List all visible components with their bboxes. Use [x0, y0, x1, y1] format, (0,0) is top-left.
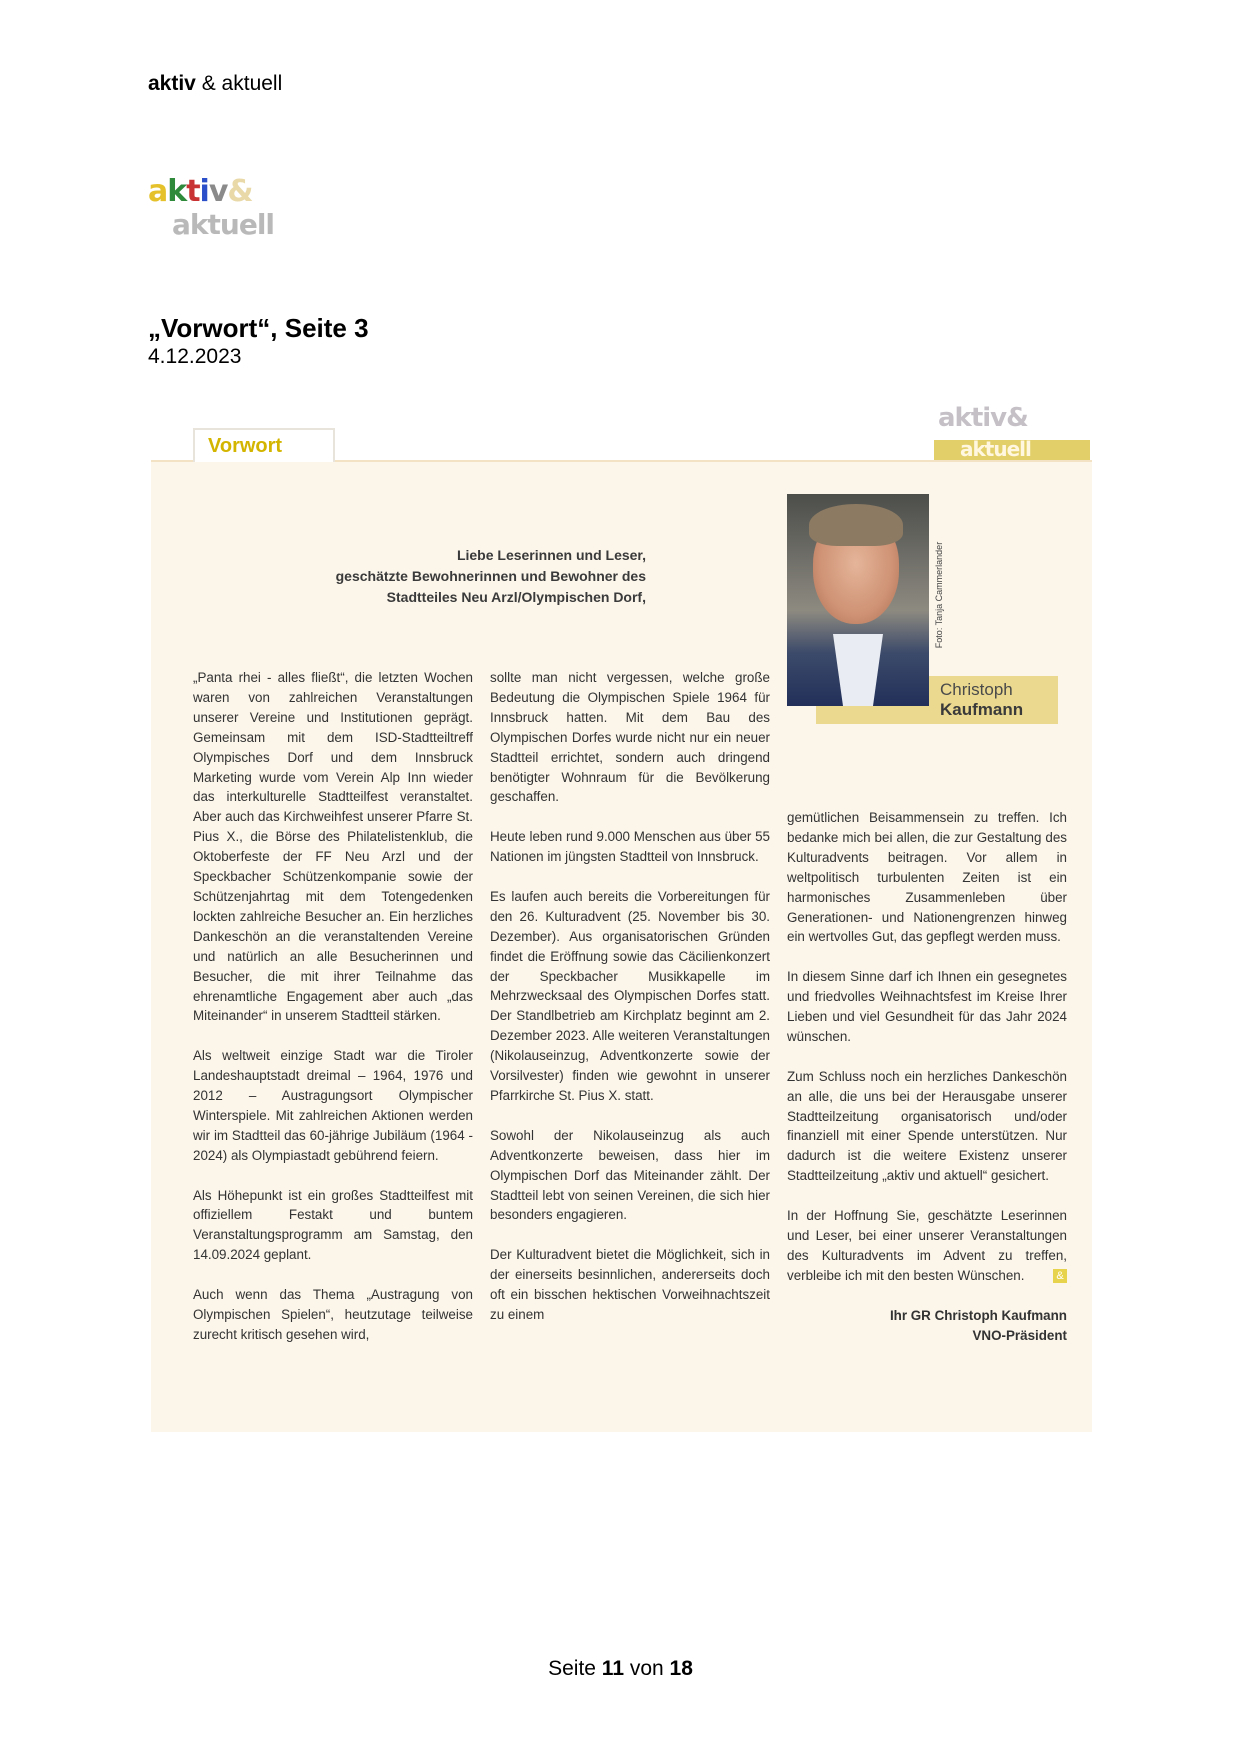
article-column-3: [787, 808, 1067, 1346]
logo-line1: [148, 176, 253, 208]
article-column-2: [490, 668, 770, 1325]
paragraph: gemütlichen Beisammensein zu treffen. Ich bedanke mich bei allen, die zur Gestaltung des Kulturadvents beitragen. Vor allem in weltpolitisch turbulenten Zeiten ist ein harmonisches Zusammenleben über Generationen- und Nationengrenzen hinweg ein wertvolles Gut, das gepflegt werden muss.: [787, 810, 1067, 945]
header-brand-rest: & aktuell: [195, 72, 283, 95]
paragraph: Es laufen auch bereits die Vorbereitungen für den 26. Kulturadvent (25. November bis 30. Dezember). Aus organisatorischen Gründen findet die Eröffnung sowie das Cäcilienkonzert der Speckbacher Musikkapelle im Mehrzwecksaal des Olympischen Dorfes statt. Der Standlbetrieb am Kirchplatz beginnt am 2. Dezember 2023. Alle weiteren Veranstaltungen (Nikolauseinzug, Adventkonzerte sowie der Vorsilvester) finden wie gewohnt in unserer Pfarrkirche St. Pius X. statt.: [490, 888, 770, 1103]
page-footer: [0, 1657, 1241, 1681]
logo-letter: a: [148, 174, 168, 209]
footer-prefix: Seite: [548, 1657, 602, 1680]
footer-total: 18: [669, 1657, 693, 1680]
signature: [787, 1306, 1067, 1346]
paragraph: Zum Schluss noch ein herzliches Dankeschön an alle, die uns bei der Herausgabe unserer Stadtteilzeitung organisatorisch und/oder finanziell mit einer Spende unterstützen. Nur dadurch ist die weitere Existenz unserer Stadtteilzeitung „aktiv und aktuell“ gesichert.: [787, 1068, 1067, 1184]
magazine-logo: [930, 404, 1090, 462]
logo-line2: aktuell: [172, 208, 275, 241]
paragraph: In der Hoffnung Sie, geschätzte Leserinnen und Leser, bei einer unserer Veranstaltungen des Kulturadvents im Advent zu treffen, verbleibe ich mit den besten Wünschen.: [787, 1208, 1067, 1283]
section-tab: [193, 428, 335, 462]
header-brand-bold: aktiv: [148, 72, 196, 95]
paragraph: „Panta rhei - alles fließt“, die letzten Wochen waren von zahlreichen Veranstaltungen unserer Vereine und Institutionen geprägt. Gemeinsam mit dem ISD-Stadtteiltreff Olympisches Dorf und dem Innsbruck Marketing wurde vom Verein Alp Inn wieder das interkulturelle Stadtteilfest veranstaltet. Aber auch das Kirchweihfest unserer Pfarre St. Pius X., die Börse des Philatelistenklub, die Oktoberfeste der FF Neu Arzl und der Speckbacher Schützenkompanie sowie der Schützenjahrtag mit dem Totengedenken lockten zahlreiche Besucher an. Ein herzliches Dankeschön an die veranstaltenden Vereine und natürlich an alle Besucherinnen und Besucher, die mit ihrer Teilnahme das ehrenamtliche Engagement aber auch „das Miteinander“ in unserem Stadtteil stärken.: [193, 670, 473, 1024]
article-column-1: [193, 668, 473, 1345]
photo-credit: [932, 520, 946, 670]
magazine-logo-line1: aktiv&: [938, 403, 1028, 433]
document-header: [148, 72, 282, 96]
photo-collar: [833, 634, 883, 706]
paragraph: Sowohl der Nikolauseinzug als auch Adventkonzerte beweisen, dass hier im Olympischen Dorf das Miteinander zählt. Der Stadtteil lebt von seinen Vereinen, die sich hier besonders engagieren.: [490, 1127, 770, 1223]
end-mark-icon: &: [1053, 1269, 1067, 1283]
footer-page: 11: [601, 1657, 624, 1680]
author-last-name: Kaufmann: [940, 700, 1024, 719]
photo-hair: [809, 504, 903, 546]
photo-credit-text: Foto: Tanja Cammerlander: [934, 541, 944, 649]
section-tab-label: Vorwort: [208, 435, 283, 457]
greeting-line: Stadtteiles Neu Arzl/Olympischen Dorf,: [386, 589, 646, 605]
closing-paragraph: [787, 1206, 1067, 1286]
signature-name: Ihr GR Christoph Kaufmann: [889, 1307, 1067, 1323]
greeting-line: geschätzte Bewohnerinnen und Bewohner des: [335, 568, 646, 584]
author-photo: [787, 494, 929, 706]
signature-role: VNO-Präsident: [972, 1327, 1067, 1343]
paragraph: Als weltweit einzige Stadt war die Tiroler Landeshauptstadt dreimal – 1964, 1976 und 2012 – Austragungsort Olympischer Winterspiele. Mit zahlreichen Aktionen werden wir im Stadtteil das 60-jährige Jubiläum (1964 - 2024) als Olympiastadt gebührend feiern.: [193, 1048, 473, 1163]
magazine-logo-line2: aktuell: [960, 437, 1031, 461]
aktiv-aktuell-logo: [148, 176, 308, 248]
logo-letter: v: [208, 174, 228, 209]
greeting-line: Liebe Leserinnen und Leser,: [456, 547, 646, 563]
logo-letter: &: [227, 174, 253, 209]
greeting: [260, 545, 646, 608]
article-title: „Vorwort“, Seite 3: [148, 313, 369, 343]
paragraph: Heute leben rund 9.000 Menschen aus über 55 Nationen im jüngsten Stadtteil von Innsbruck.: [490, 829, 770, 865]
paragraph: Als Höhepunkt ist ein großes Stadtteilfest mit offiziellem Festakt und buntem Veranstaltungsprogramm am Samstag, den 14.09.2024 geplant.: [193, 1187, 473, 1263]
paragraph: In diesem Sinne darf ich Ihnen ein gesegnetes und friedvolles Weihnachtsfest im Kreise Ihrer Lieben und viel Gesundheit für das Jahr 2024 wünschen.: [787, 969, 1067, 1044]
paragraph: Der Kulturadvent bietet die Möglichkeit, sich in der einerseits besinnlichen, andererseits doch oft ein bisschen hektischen Vorweihnachtszeit zu einem: [490, 1247, 770, 1322]
logo-letter: t: [186, 174, 200, 209]
article-date: 4.12.2023: [148, 345, 242, 368]
paragraph: Auch wenn das Thema „Austragung von Olympischen Spielen“, heutzutage teilweise zurecht kritisch gesehen wird,: [193, 1287, 473, 1342]
logo-letter: i: [199, 174, 209, 209]
author-first-name: Christoph: [940, 680, 1013, 699]
logo-letter: k: [167, 174, 187, 209]
footer-middle: von: [624, 1657, 670, 1680]
paragraph: sollte man nicht vergessen, welche große Bedeutung die Olympischen Spiele 1964 für Innsbruck hatten. Mit dem Bau des Olympischen Dorfes wurde nicht nur ein neuer Stadtteil errichtet, sondern auch dringend benötigter Wohnraum für die Bevölkerung geschaffen.: [490, 670, 770, 805]
